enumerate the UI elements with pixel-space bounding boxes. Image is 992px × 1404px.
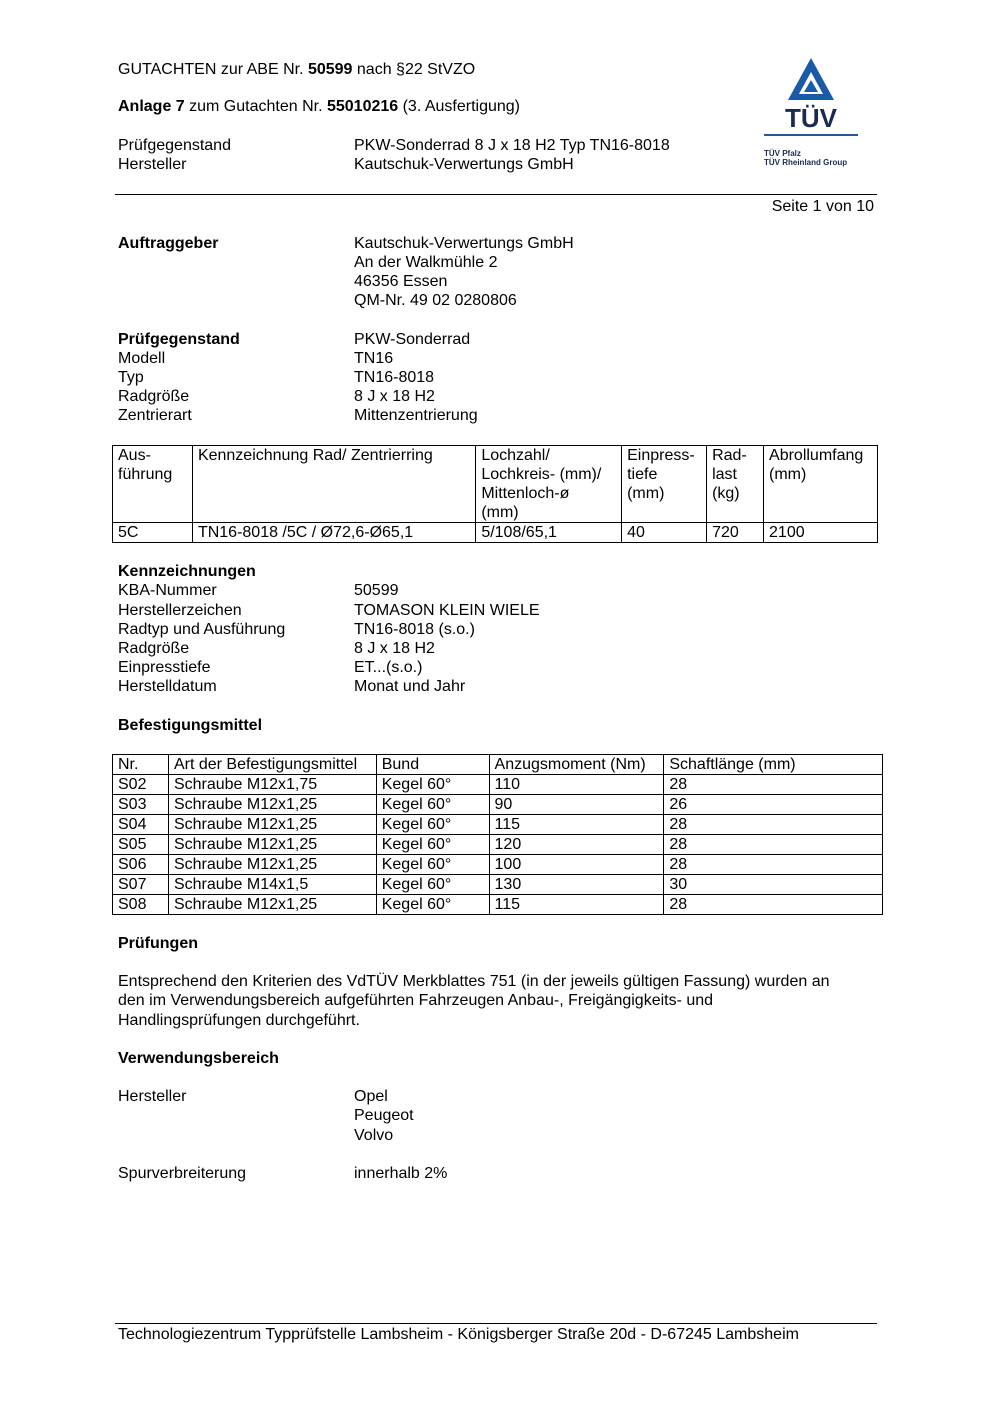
header-line-1-prefix: GUTACHTEN zur ABE Nr. [118,61,308,78]
vb-hersteller-1: Opel [354,1088,388,1105]
tuev-logo-rule [764,134,858,136]
header-line-2 [118,97,520,116]
table-cell: 130 [489,875,664,895]
befestigung-table [112,754,883,915]
table-cell: Schraube M12x1,25 [168,835,376,855]
table-cell: S02 [113,775,169,795]
ausfuehrung-table [112,445,878,543]
header-hersteller-value: Kautschuk-Verwertungs GmbH [354,156,574,173]
verwendungsbereich-title: Verwendungsbereich [118,1050,279,1067]
table-cell: 120 [489,835,664,855]
table-cell: Kegel 60° [376,855,489,875]
ausfuehrung-header-cell: Einpress- tiefe (mm) [622,446,707,523]
tuev-logo-text: TÜV [785,103,837,133]
table-cell: 28 [664,855,883,875]
table-cell: TN16-8018 /5C / Ø72,6-Ø65,1 [192,523,475,543]
spur-label: Spurverbreiterung [118,1165,247,1182]
befestigung-header-cell: Art der Befestigungsmittel [168,755,376,775]
table-cell: 28 [664,895,883,915]
radgroesse-value: 8 J x 18 H2 [354,388,435,405]
table-cell: 110 [489,775,664,795]
tuev-logo-sub1: TÜV Pfalz [764,149,801,158]
header-line-1-suffix: nach §22 StVZO [352,61,476,78]
ausfuehrung-header-cell: Lochzahl/ Lochkreis- (mm)/ Mittenloch-ø (mm) [476,446,622,523]
table-row [113,523,878,543]
vb-hersteller-3: Volvo [354,1127,394,1144]
table-cell: S06 [113,855,169,875]
footer-text: Technologiezentrum Typprüfstelle Lambsheim - Königsberger Straße 20d - D-67245 Lambsheim [118,1326,799,1343]
anlage-label: Anlage 7 [118,98,185,115]
page-info: Seite 1 von 10 [771,198,874,215]
herstelldatum-value: Monat und Jahr [354,678,466,695]
auftraggeber-line-3: 46356 Essen [354,273,448,290]
kba-label: KBA-Nummer [118,582,217,599]
vb-hersteller-label: Hersteller [118,1088,187,1105]
table-cell: 115 [489,895,664,915]
table-cell: 100 [489,855,664,875]
pruefungen-line-1: Entsprechend den Kriterien des VdTÜV Merkblattes 751 (in der jeweils gültigen Fassung) wurden an [118,973,830,990]
table-cell: 28 [664,775,883,795]
ausfuehrung-header-cell: Rad- last (kg) [707,446,764,523]
spur-value: innerhalb 2% [354,1165,448,1182]
abe-number: 50599 [307,61,353,78]
auftraggeber-line-1: Kautschuk-Verwertungs GmbH [354,235,574,252]
table-cell: Kegel 60° [376,835,489,855]
auftraggeber-line-4: QM-Nr. 49 02 0280806 [354,292,517,309]
table-cell: Kegel 60° [376,875,489,895]
table-row [113,795,883,815]
table-cell: Schraube M12x1,25 [168,815,376,835]
tuev-logo-sub2: TÜV Rheinland Group [764,158,848,167]
vb-hersteller-2: Peugeot [354,1107,414,1124]
tuev-triangle-icon [764,56,858,108]
table-cell: Schraube M12x1,25 [168,795,376,815]
befestigung-header-cell: Bund [376,755,489,775]
header-pruef-label: Prüfgegenstand [118,137,231,154]
befestigung-header-cell: Nr. [113,755,169,775]
table-cell: Schraube M12x1,25 [168,895,376,915]
header-hersteller-label: Hersteller [118,156,187,173]
table-cell: Schraube M14x1,5 [168,875,376,895]
auftraggeber-line-2: An der Walkmühle 2 [354,254,498,271]
einpresstiefe-label: Einpresstiefe [118,659,211,676]
radtyp-label: Radtyp und Ausführung [118,621,286,638]
table-cell: Schraube M12x1,25 [168,855,376,875]
table-row [113,895,883,915]
k-radgroesse-value: 8 J x 18 H2 [354,640,435,657]
table-cell: S08 [113,895,169,915]
pruefgegenstand-value: PKW-Sonderrad [354,331,471,348]
tuev-logo [764,56,858,174]
auftraggeber-label: Auftraggeber [118,235,219,252]
befestigung-title: Befestigungsmittel [118,717,263,734]
table-cell: S03 [113,795,169,815]
header-pruef-value: PKW-Sonderrad 8 J x 18 H2 Typ TN16-8018 [354,137,670,154]
zentrierart-value: Mittenzentrierung [354,407,478,424]
typ-label: Typ [118,369,144,386]
table-cell: Kegel 60° [376,795,489,815]
table-cell: Kegel 60° [376,775,489,795]
gutachten-number: 55010216 [326,98,399,115]
table-cell: 2100 [764,523,878,543]
header-line-1 [118,60,475,79]
table-cell: 115 [489,815,664,835]
modell-label: Modell [118,350,166,367]
header-rule [115,194,877,195]
herstellerzeichen-value: TOMASON KLEIN WIELE [354,602,540,619]
table-row [113,775,883,795]
table-cell: 720 [707,523,764,543]
ausfuehrung-header-cell: Abrollumfang (mm) [764,446,878,523]
table-cell: 30 [664,875,883,895]
einpresstiefe-value: ET...(s.o.) [354,659,423,676]
kba-value: 50599 [354,582,399,599]
table-cell: S07 [113,875,169,895]
befestigung-header-row [113,755,883,775]
kennzeichnungen-title: Kennzeichnungen [118,563,256,580]
table-cell: Kegel 60° [376,895,489,915]
k-radgroesse-label: Radgröße [118,640,190,657]
table-cell: S04 [113,815,169,835]
pruefungen-title: Prüfungen [118,935,198,952]
table-cell: 40 [622,523,707,543]
ausfuehrung-header-cell: Aus- führung [113,446,193,523]
typ-value: TN16-8018 [354,369,435,386]
ausfuehrung-header-cell: Kennzeichnung Rad/ Zentrierring [192,446,475,523]
table-cell: 5/108/65,1 [476,523,622,543]
header-line-2-suffix: (3. Ausfertigung) [398,98,520,115]
radtyp-value: TN16-8018 (s.o.) [354,621,475,638]
pruefungen-line-2: den im Verwendungsbereich aufgeführten Fahrzeugen Anbau-, Freigängigkeits- und [118,992,714,1009]
befestigung-header-cell: Schaftlänge (mm) [664,755,883,775]
pruefgegenstand-label: Prüfgegenstand [118,331,240,348]
table-row [113,875,883,895]
zentrierart-label: Zentrierart [118,407,192,424]
befestigung-header-cell: Anzugsmoment (Nm) [489,755,664,775]
radgroesse-label: Radgröße [118,388,190,405]
table-cell: Schraube M12x1,75 [168,775,376,795]
table-row [113,835,883,855]
pruefungen-line-3: Handlingsprüfungen durchgeführt. [118,1012,360,1029]
footer-rule [115,1323,877,1324]
ausfuehrung-header-row [113,446,878,523]
modell-value: TN16 [354,350,394,367]
table-cell: 90 [489,795,664,815]
herstelldatum-label: Herstelldatum [118,678,217,695]
table-cell: Kegel 60° [376,815,489,835]
table-cell: 5C [113,523,193,543]
table-cell: 26 [664,795,883,815]
table-cell: 28 [664,835,883,855]
table-cell: 28 [664,815,883,835]
table-row [113,855,883,875]
header-line-2-mid: zum Gutachten Nr. [184,98,327,115]
table-row [113,815,883,835]
herstellerzeichen-label: Herstellerzeichen [118,602,242,619]
table-cell: S05 [113,835,169,855]
